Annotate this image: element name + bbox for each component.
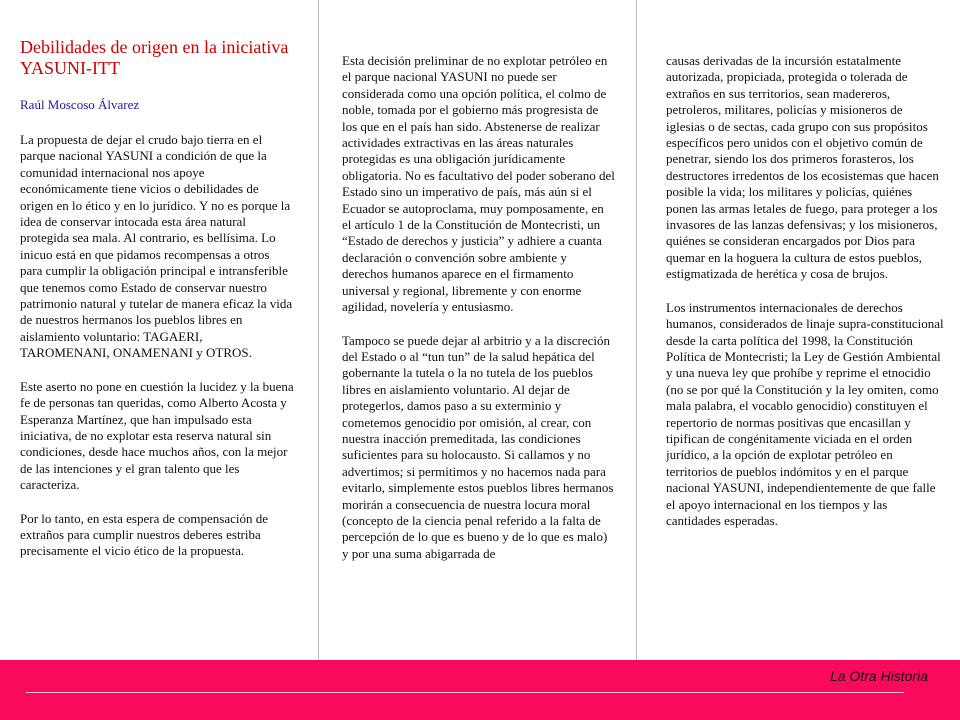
article-column-3 [636,0,960,660]
paragraph: La propuesta de dejar el crudo bajo tierra en el parque nacional YASUNI a condición de que la comunidad internacional nos apoye económicamente tiene vicios o debilidades de origen en lo ético y en lo jurídico. Y no es porque la idea de conservar intocada esta área natural protegida sea mala. Al contrario, es bellísima. Lo inicuo está en que pidamos recompensas a otros para cumplir la obligación principal e intransferible que tenemos como Estado de conservar nuestro patrimonio natural y tutelar de manera eficaz la vida de nuestros hermanos los pueblos libres en aislamiento voluntario: TAGAERI, TAROMENANI, ONAMENANI y OTROS. [20,132,293,361]
footer-divider [26,692,904,693]
paragraph: Este aserto no pone en cuestión la lucidez y la buena fe de personas tan queridas, como Alberto Acosta y Esperanza Martínez, que han impulsado esta iniciativa, de no explotar esta reserva natural sin condiciones, desde hace muchos años, con la mejor de las intenciones y el gran talento que les caracteriza. [20,378,294,493]
paragraph: Tampoco se puede dejar al arbitrio y a la discreción del Estado o al “tun tun” de la salud hepática del gobernante la tutela o la no tutela de los pueblos libres en aislamiento voluntario. Al dejar de protegerlos, damos paso a su exterminio y cometemos genocidio por omisión, al crear, con nuestra inacción premeditada, las condiciones suficientes para su holocausto. Si callamos y no advertimos; si permitimos y no hacemos nada para evitarlo, simplemente estos pueblos libres hermanos morirán a consecuencia de nuestra locura moral (concepto de la ciencia penal referido a la falta de percepción de lo que es bueno y de lo que es malo) y por una suma abigarrada de [342,332,614,561]
article-author: Raúl Moscoso Álvarez [20,97,140,112]
paragraph: causas derivadas de la incursión estatalmente autorizada, propiciada, protegida o tolerada de extraños en sus territorios, sean madereros, petroleros, militares, policías y misioneros de iglesias o de sectas, cada grupo con sus propósitos específicos pero unidos con el objetivo común de penetrar, siendo los dos primeros forasteros, los destructores irredentos de los ecosistemas que hacen posible la vida; los militares y policías, quiénes ponen las armas letales de fuego, para proteger a los invasores de las lanzas defensivas; y los misioneros, quiénes se consideran encargados por Dios para quemar en la hoguera la cultura de estos pueblos, estigmatizada de herética y cosa de brujos. [666,53,939,282]
paragraph: Esta decisión preliminar de no explotar petróleo en el parque nacional YASUNI no puede ser considerada como una opción política, el colmo de noble, tomada por el gobierno más progresista de los que en el país han sido. Abstenerse de realizar actividades extractivas en las áreas naturales protegidas es una obligación jurídicamente obligatoria. No es facultativo del poder soberano del Estado sino un imperativo de país, más aún si el Ecuador se autoproclama, muy pomposamente, en el artículo 1 de la Constitución de Montecristi, un “Estado de derechos y justicia” y adhiere a cuanta declaración o convención sobre ambiente y derechos humanos aparece en el firmamento universal y regional, libremente y con enorme agilidad, novelería y entusiasmo. [342,53,615,315]
footer-brand: La Otra Historia [829,668,928,684]
article-column-1 [0,0,319,660]
paragraph: Los instrumentos internacionales de derechos humanos, considerados de linaje supra-constitucional desde la carta política del 1998, la Constitución Política de Montecristi; la Ley de Gestión Ambiental y una nueva ley que prohíbe y reprime el etnocidio (no se por qué la Constitución y la ley omiten, como mala palabra, el vocablo genocidio) constituyen el repertorio de normas positivas que encasillan y tipifican de congénitamente viciada en el orden jurídico, a la opción de explotar petróleo en territorios de pueblos indómitos y en el parque nacional YASUNI, independientemente de que falle el apoyo internacional en los tiempos y las cantidades esperadas. [666,299,944,528]
article-title: Debilidades de origen en la iniciativa YASUNI-ITT [20,37,289,78]
article-column-2 [318,0,637,660]
footer-bar [0,660,960,720]
paragraph: Por lo tanto, en esta espera de compensación de extraños para cumplir nuestros deberes estriba precisamente el vicio ético de la propuesta. [20,510,268,559]
